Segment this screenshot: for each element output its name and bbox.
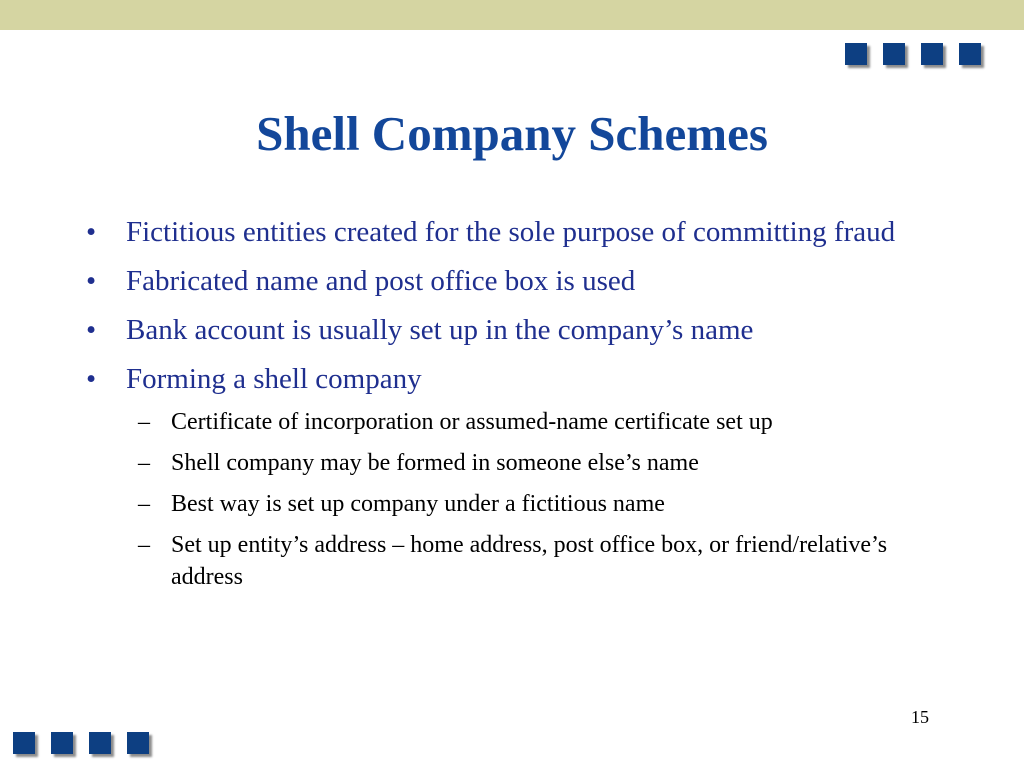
bullet-text: Forming a shell company (126, 363, 422, 395)
top-right-square-decor (845, 43, 981, 65)
bullet-marker: • (86, 216, 97, 248)
sub-bullet-marker: – (138, 450, 150, 476)
bullet-marker: • (86, 363, 97, 395)
bullet-text: Bank account is usually set up in the company’s name (126, 314, 754, 346)
bullet-item (82, 359, 912, 400)
bullet-text: Fictitious entities created for the sole purpose of committing fraud (126, 216, 896, 248)
square-icon (845, 43, 867, 65)
sub-bullet-marker: – (138, 409, 150, 435)
bullet-text: Fabricated name and post office box is used (126, 265, 636, 297)
square-icon (921, 43, 943, 65)
sub-bullet-item (82, 488, 912, 520)
slide-body (82, 212, 912, 602)
slide-title: Shell Company Schemes (256, 106, 768, 161)
sub-bullet-text: Shell company may be formed in someone else’s name (171, 450, 699, 476)
bullet-item (82, 212, 912, 253)
page-number: 15 (911, 707, 929, 727)
sub-bullet-item (82, 447, 912, 479)
sub-bullet-item (82, 529, 912, 593)
square-icon (89, 732, 111, 754)
square-icon (127, 732, 149, 754)
sub-bullet-marker: – (138, 532, 150, 558)
bullet-marker: • (86, 314, 97, 346)
sub-bullet-text: Best way is set up company under a fictitious name (171, 491, 665, 517)
sub-bullet-text: Set up entity’s address – home address, post office box, or friend/relative’s address (171, 532, 888, 590)
square-icon (51, 732, 73, 754)
sub-bullet-list (82, 406, 912, 593)
sub-bullet-item (82, 406, 912, 438)
bottom-left-square-decor (13, 732, 149, 754)
square-icon (959, 43, 981, 65)
square-icon (13, 732, 35, 754)
bullet-item (82, 261, 912, 302)
square-icon (883, 43, 905, 65)
bullet-marker: • (86, 265, 97, 297)
sub-bullet-marker: – (138, 491, 150, 517)
bullet-item (82, 310, 912, 351)
top-decor-band (0, 0, 1024, 30)
sub-bullet-text: Certificate of incorporation or assumed-name certificate set up (171, 409, 773, 435)
